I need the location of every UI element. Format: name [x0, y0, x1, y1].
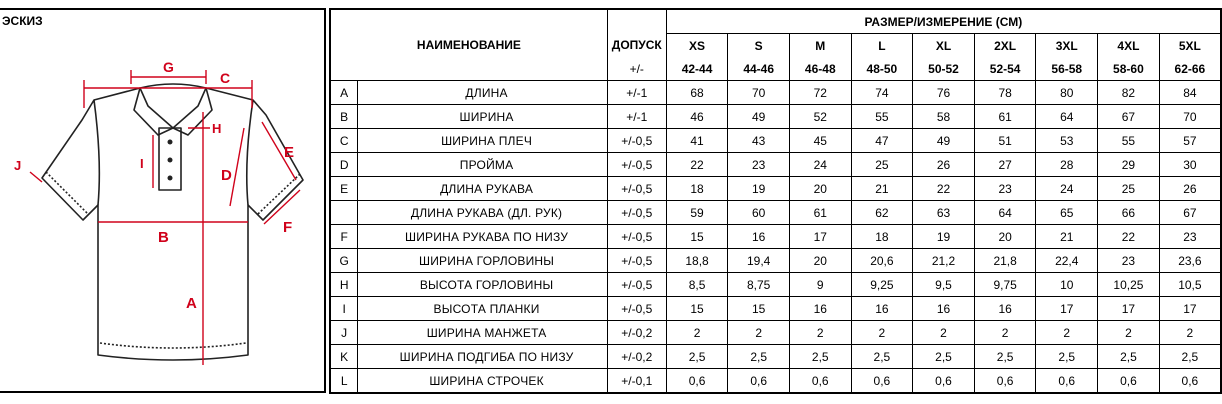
row-tolerance: +/-0,5: [607, 201, 666, 225]
row-value: 25: [851, 153, 913, 177]
row-code: L: [330, 369, 358, 394]
table-row: [330, 105, 1221, 129]
row-value: 19: [913, 225, 975, 249]
row-value: 18: [851, 225, 913, 249]
row-value: 17: [789, 225, 851, 249]
row-code: F: [330, 225, 358, 249]
row-value: 22,4: [1036, 249, 1098, 273]
row-value: 21,2: [913, 249, 975, 273]
row-name: ШИРИНА ПОДГИБА ПО НИЗУ: [358, 345, 607, 369]
row-value: 74: [851, 81, 913, 105]
row-value: 21: [1036, 225, 1098, 249]
row-code: E: [330, 177, 358, 201]
row-value: 8,75: [728, 273, 790, 297]
size-label-2xl: 2XL: [974, 34, 1036, 58]
row-value: 2: [974, 321, 1036, 345]
row-value: 23: [1159, 225, 1221, 249]
row-value: 10: [1036, 273, 1098, 297]
row-tolerance: +/-0,2: [607, 321, 666, 345]
table-row: [330, 81, 1221, 105]
row-value: 16: [851, 297, 913, 321]
label-a: A: [186, 295, 197, 312]
row-tolerance: +/-0,5: [607, 129, 666, 153]
row-value: 57: [1159, 129, 1221, 153]
row-value: 0,6: [666, 369, 728, 394]
row-tolerance: +/-1: [607, 81, 666, 105]
hem-stitch: [100, 343, 246, 348]
row-value: 16: [974, 297, 1036, 321]
button-icon: [168, 158, 173, 163]
label-b: B: [158, 229, 169, 246]
row-value: 2,5: [789, 345, 851, 369]
row-value: 16: [789, 297, 851, 321]
name-header: НАИМЕНОВАНИЕ: [330, 9, 607, 81]
label-f: F: [283, 219, 293, 236]
table-row: [330, 249, 1221, 273]
row-value: 2: [666, 321, 728, 345]
polo-shirt-sketch: [0, 10, 328, 395]
row-name: ШИРИНА ГОРЛОВИНЫ: [358, 249, 607, 273]
row-code: K: [330, 345, 358, 369]
row-value: 65: [1036, 201, 1098, 225]
row-value: 49: [913, 129, 975, 153]
row-value: 10,5: [1159, 273, 1221, 297]
label-j: J: [14, 158, 22, 173]
size-range-s: 44-46: [728, 57, 790, 81]
row-value: 60: [728, 201, 790, 225]
row-name: ВЫСОТА ПЛАНКИ: [358, 297, 607, 321]
row-code: J: [330, 321, 358, 345]
button-icon: [168, 140, 173, 145]
row-code: C: [330, 129, 358, 153]
row-value: 21: [851, 177, 913, 201]
row-value: 9,5: [913, 273, 975, 297]
row-value: 10,25: [1098, 273, 1160, 297]
row-value: 2,5: [666, 345, 728, 369]
measure-line-j: [30, 172, 42, 182]
size-range-3xl: 56-58: [1036, 57, 1098, 81]
row-value: 23: [1098, 249, 1160, 273]
row-value: 9: [789, 273, 851, 297]
row-value: 51: [974, 129, 1036, 153]
size-chart-table: [329, 8, 1222, 394]
row-tolerance: +/-0,2: [607, 345, 666, 369]
table-row: [330, 369, 1221, 394]
row-value: 18,8: [666, 249, 728, 273]
label-c: C: [220, 70, 231, 86]
row-value: 20: [789, 177, 851, 201]
row-value: 0,6: [1159, 369, 1221, 394]
row-value: 23,6: [1159, 249, 1221, 273]
row-value: 53: [1036, 129, 1098, 153]
header-row-size: [330, 9, 1221, 34]
row-name: ДЛИНА РУКАВА: [358, 177, 607, 201]
row-value: 70: [1159, 105, 1221, 129]
row-name: ВЫСОТА ГОРЛОВИНЫ: [358, 273, 607, 297]
table-row: [330, 297, 1221, 321]
row-value: 55: [851, 105, 913, 129]
row-value: 80: [1036, 81, 1098, 105]
row-value: 17: [1036, 297, 1098, 321]
button-icon: [168, 176, 173, 181]
row-value: 67: [1159, 201, 1221, 225]
row-value: 2,5: [1036, 345, 1098, 369]
row-value: 28: [1036, 153, 1098, 177]
row-value: 26: [1159, 177, 1221, 201]
row-value: 18: [666, 177, 728, 201]
size-label-xl: XL: [913, 34, 975, 58]
row-value: 0,6: [1036, 369, 1098, 394]
row-value: 9,75: [974, 273, 1036, 297]
sketch-title: ЭСКИЗ: [2, 14, 43, 28]
row-name: ШИРИНА МАНЖЕТА: [358, 321, 607, 345]
size-label-5xl: 5XL: [1159, 34, 1221, 58]
row-code: D: [330, 153, 358, 177]
label-i: I: [140, 156, 144, 171]
row-name: ДЛИНА: [358, 81, 607, 105]
row-value: 68: [666, 81, 728, 105]
row-code: B: [330, 105, 358, 129]
row-value: 15: [666, 225, 728, 249]
row-tolerance: +/-0,1: [607, 369, 666, 394]
row-value: 27: [974, 153, 1036, 177]
row-value: 2,5: [913, 345, 975, 369]
row-value: 17: [1098, 297, 1160, 321]
size-range-5xl: 62-66: [1159, 57, 1221, 81]
label-e: E: [284, 144, 295, 161]
row-value: 30: [1159, 153, 1221, 177]
row-value: 64: [974, 201, 1036, 225]
row-value: 20: [974, 225, 1036, 249]
row-value: 29: [1098, 153, 1160, 177]
measure-line-f: [264, 190, 300, 224]
row-value: 25: [1098, 177, 1160, 201]
size-label-xs: XS: [666, 34, 728, 58]
row-value: 46: [666, 105, 728, 129]
size-label-l: L: [851, 34, 913, 58]
row-value: 78: [974, 81, 1036, 105]
table-row: [330, 153, 1221, 177]
row-value: 24: [789, 153, 851, 177]
row-value: 59: [666, 201, 728, 225]
row-name: ПРОЙМА: [358, 153, 607, 177]
size-range-xs: 42-44: [666, 57, 728, 81]
row-value: 2: [1036, 321, 1098, 345]
row-value: 0,6: [974, 369, 1036, 394]
row-value: 22: [666, 153, 728, 177]
table-row: [330, 201, 1221, 225]
row-value: 52: [789, 105, 851, 129]
row-value: 43: [728, 129, 790, 153]
table-row: [330, 177, 1221, 201]
row-value: 19,4: [728, 249, 790, 273]
size-label-s: S: [728, 34, 790, 58]
table-row: [330, 273, 1221, 297]
collar: [140, 84, 206, 128]
row-value: 67: [1098, 105, 1160, 129]
placket-buttons: [168, 140, 173, 181]
row-value: 64: [1036, 105, 1098, 129]
row-value: 62: [851, 201, 913, 225]
row-value: 0,6: [789, 369, 851, 394]
row-value: 0,6: [1098, 369, 1160, 394]
row-tolerance: +/-1: [607, 105, 666, 129]
row-value: 58: [913, 105, 975, 129]
row-value: 2,5: [1098, 345, 1160, 369]
size-range-4xl: 58-60: [1098, 57, 1160, 81]
row-value: 66: [1098, 201, 1160, 225]
right-armhole: [247, 100, 253, 205]
row-name: ШИРИНА СТРОЧЕК: [358, 369, 607, 394]
left-armhole: [94, 100, 99, 205]
size-header: РАЗМЕР/ИЗМЕРЕНИЕ (СМ): [666, 9, 1221, 34]
row-value: 2: [851, 321, 913, 345]
size-label-3xl: 3XL: [1036, 34, 1098, 58]
row-value: 0,6: [728, 369, 790, 394]
row-value: 2,5: [1159, 345, 1221, 369]
row-value: 8,5: [666, 273, 728, 297]
row-value: 23: [728, 153, 790, 177]
row-value: 9,25: [851, 273, 913, 297]
row-value: 15: [666, 297, 728, 321]
row-tolerance: +/-0,5: [607, 297, 666, 321]
row-value: 47: [851, 129, 913, 153]
row-value: 22: [913, 177, 975, 201]
row-value: 70: [728, 81, 790, 105]
row-tolerance: +/-0,5: [607, 249, 666, 273]
right-cuff-stitch: [258, 174, 300, 214]
row-value: 16: [728, 225, 790, 249]
row-name: ШИРИНА ПЛЕЧ: [358, 129, 607, 153]
row-value: 15: [728, 297, 790, 321]
table-row: [330, 321, 1221, 345]
row-code: G: [330, 249, 358, 273]
tolerance-header: ДОПУСК: [607, 34, 666, 58]
row-name: ШИРИНА: [358, 105, 607, 129]
row-value: 82: [1098, 81, 1160, 105]
label-h: H: [212, 121, 222, 136]
size-range-l: 48-50: [851, 57, 913, 81]
measure-line-d: [230, 128, 244, 206]
row-value: 2: [789, 321, 851, 345]
row-value: 61: [789, 201, 851, 225]
tolerance-header-sign: +/-: [607, 57, 666, 81]
row-value: 72: [789, 81, 851, 105]
row-value: 22: [1098, 225, 1160, 249]
row-value: 16: [913, 297, 975, 321]
row-value: 0,6: [851, 369, 913, 394]
row-value: 61: [974, 105, 1036, 129]
row-value: 84: [1159, 81, 1221, 105]
row-tolerance: +/-0,5: [607, 225, 666, 249]
row-value: 17: [1159, 297, 1221, 321]
table-row: [330, 225, 1221, 249]
row-value: 2,5: [728, 345, 790, 369]
row-tolerance: +/-0,5: [607, 273, 666, 297]
row-value: 2: [1098, 321, 1160, 345]
row-name: ДЛИНА РУКАВА (ДЛ. РУК): [358, 201, 607, 225]
table-row: [330, 345, 1221, 369]
row-value: 76: [913, 81, 975, 105]
row-code: A: [330, 81, 358, 105]
tolerance-header-spacer: [607, 9, 666, 34]
row-code: H: [330, 273, 358, 297]
label-d: D: [221, 167, 232, 184]
row-value: 2,5: [974, 345, 1036, 369]
row-value: 41: [666, 129, 728, 153]
row-value: 20: [789, 249, 851, 273]
row-value: 45: [789, 129, 851, 153]
size-range-2xl: 52-54: [974, 57, 1036, 81]
row-value: 26: [913, 153, 975, 177]
row-tolerance: +/-0,5: [607, 177, 666, 201]
row-value: 21,8: [974, 249, 1036, 273]
row-value: 2: [913, 321, 975, 345]
left-cuff-stitch: [46, 172, 88, 214]
sketch-panel: [0, 8, 326, 393]
label-g: G: [163, 59, 174, 75]
row-value: 20,6: [851, 249, 913, 273]
row-value: 0,6: [913, 369, 975, 394]
row-value: 55: [1098, 129, 1160, 153]
row-name: ШИРИНА РУКАВА ПО НИЗУ: [358, 225, 607, 249]
row-value: 49: [728, 105, 790, 129]
row-value: 63: [913, 201, 975, 225]
row-value: 2,5: [851, 345, 913, 369]
row-code: [330, 201, 358, 225]
row-value: 23: [974, 177, 1036, 201]
row-value: 2: [728, 321, 790, 345]
row-value: 2: [1159, 321, 1221, 345]
size-range-xl: 50-52: [913, 57, 975, 81]
table-row: [330, 129, 1221, 153]
size-label-4xl: 4XL: [1098, 34, 1160, 58]
row-value: 19: [728, 177, 790, 201]
row-code: I: [330, 297, 358, 321]
size-label-m: M: [789, 34, 851, 58]
size-range-m: 46-48: [789, 57, 851, 81]
row-value: 24: [1036, 177, 1098, 201]
row-tolerance: +/-0,5: [607, 153, 666, 177]
